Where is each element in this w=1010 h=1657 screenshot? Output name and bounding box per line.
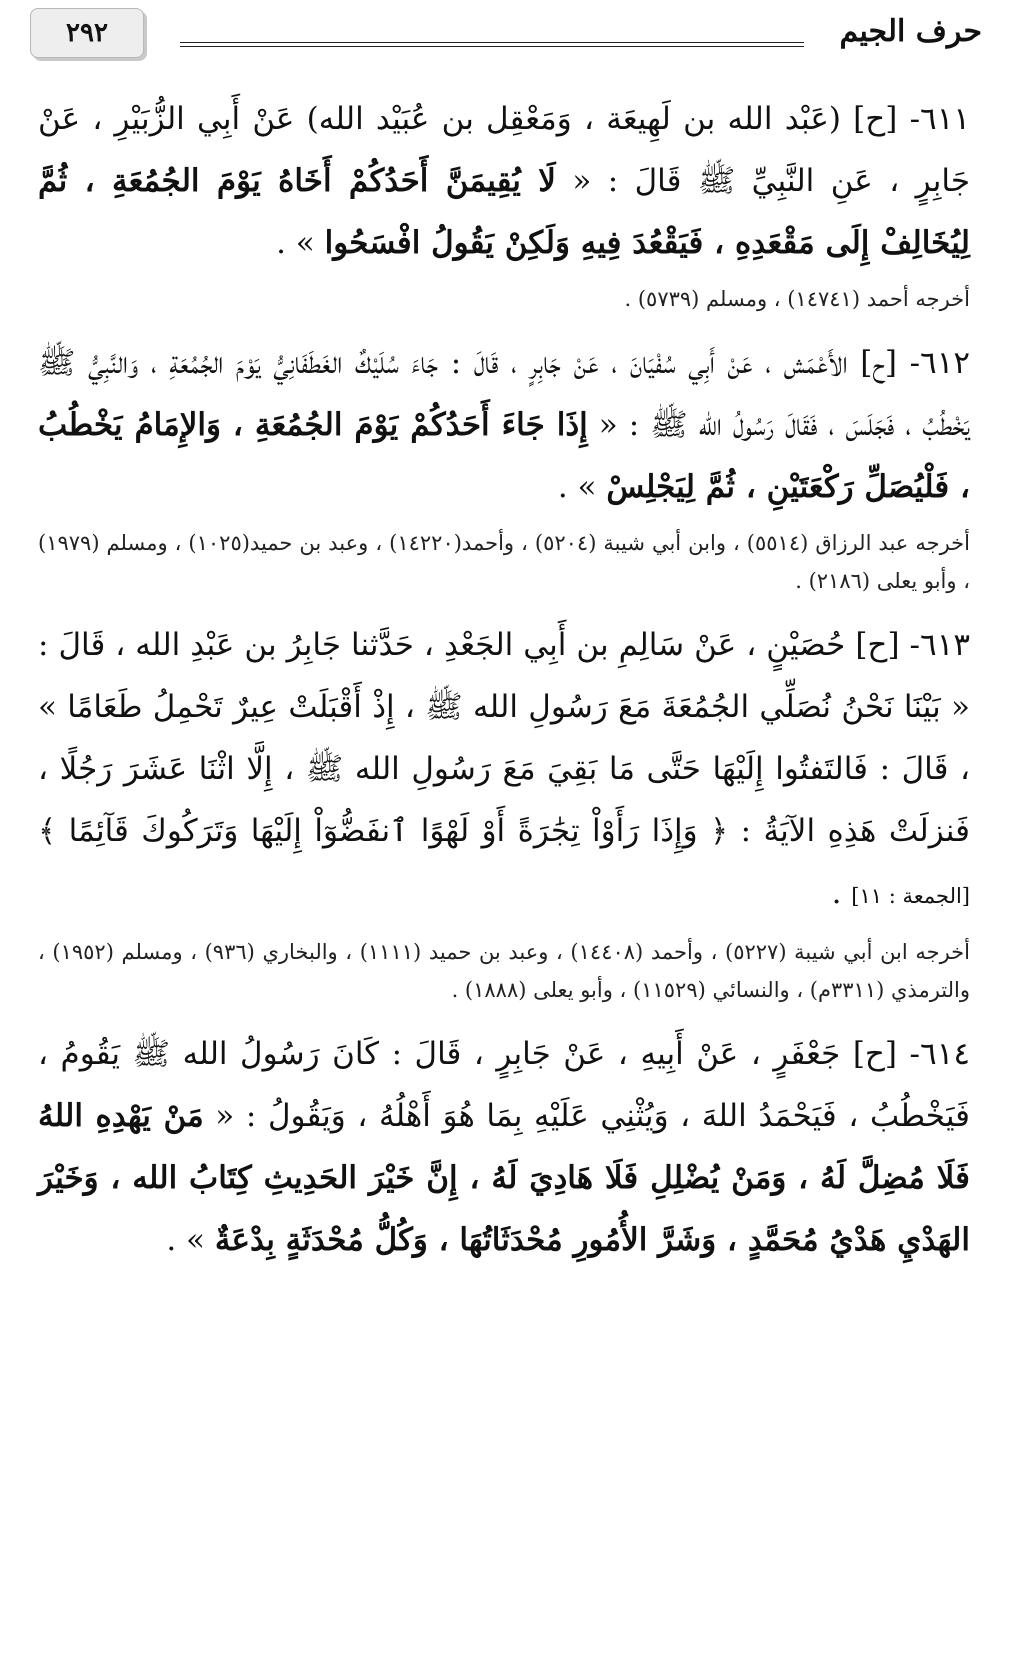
hadith-612	[38, 332, 970, 518]
header-rule	[180, 42, 804, 47]
hadith-tail: » .	[166, 1222, 215, 1258]
page-header	[30, 8, 982, 60]
page-content	[38, 88, 970, 1271]
hadith-end: .	[831, 875, 852, 911]
hadith-lead: ٦١٢- [ح] الأَعْمَش ، عَنْ أَبِي سُفْيَانَ ، عَنْ جَابِرٍ ، قَالَ : جَاءَ سُلَيْكٌ الغَطَفَانِيُّ يَوْمَ الجُمُعَةِ ، وَالنَّبِيُّ ﷺ يَخْطُبُ ، فَجَلَسَ ، فَقَالَ رَسُولُ الله ﷺ : «	[38, 345, 970, 443]
quran-reference: [الجمعة : ١١]	[851, 884, 970, 908]
takhrij-613: أخرجه ابن أبي شيبة (٥٢٢٧) ، وأحمد (١٤٤٠٨) ، وعبد بن حميد (١١١١) ، والبخاري (٩٣٦) ، ومسلم (١٩٥٢) ، والترمذي (٣٣١١م) ، والنسائي (١١٥٢٩) ، وأبو يعلى (١٨٨٨) .	[38, 940, 970, 1002]
hadith-tail: ﴾	[38, 813, 69, 849]
hadith-matn: إِذَا جَاءَ أَحَدُكُمْ يَوْمَ الجُمُعَةِ ، وَالإِمَامُ يَخْطُبُ ، فَلْيُصَلِّ رَكْعَتَيْنِ ، ثُمَّ لِيَجْلِسْ	[38, 407, 970, 505]
page-number: ٢٩٢	[30, 8, 144, 58]
hadith-matn: مَنْ يَهْدِهِ اللهُ فَلَا مُضِلَّ لَهُ ، وَمَنْ يُضْلِلِ فَلَا هَادِيَ لَهُ ، إِنَّ خَيْرَ الحَدِيثِ كِتَابُ الله ، وَخَيْرَ الهَدْيِ هَدْيُ مُحَمَّدٍ ، وَشَرَّ الأُمُورِ مُحْدَثَاتُهَا ، وَكُلُّ مُحْدَثَةٍ بِدْعَةٌ	[38, 1098, 970, 1258]
hadith-614	[38, 1023, 970, 1271]
takhrij-612: أخرجه عبد الرزاق (٥٥١٤) ، وابن أبي شيبة (٥٢٠٤) ، وأحمد(١٤٢٢٠) ، وعبد بن حميد(١٠٢٥) ، ومسلم (١٩٧٩) ، وأبو يعلى (٢١٨٦) .	[38, 531, 970, 593]
hadith-611	[38, 88, 970, 274]
hadith-lead: ٦١٤- [ح] جَعْفَرٍ ، عَنْ أَبِيهِ ، عَنْ جَابِرٍ ، قَالَ : كَانَ رَسُولُ الله ﷺ يَقُومُ ، فَيَخْطُبُ ، فَيَحْمَدُ اللهَ ، وَيُثْنِي عَلَيْهِ بِمَا هُوَ أَهْلُهُ ، وَيَقُولُ : «	[38, 1036, 970, 1134]
hadith-lead: ٦١١- [ح] (عَبْد الله بن لَهِيعَة ، وَمَعْقِل بن عُبَيْد الله) عَنْ أَبِي الزُّبَيْرِ ، عَنْ جَابِرٍ ، عَنِ النَّبِيِّ ﷺ قَالَ : «	[38, 101, 970, 199]
hadith-lead: ٦١٣- [ح] حُصَيْنٍ ، عَنْ سَالِمِ بن أَبِي الجَعْدِ ، حَدَّثنا جَابِرُ بن عَبْدِ الله ، قَالَ : « بَيْنَا نَحْنُ نُصَلِّي الجُمُعَةَ مَعَ رَسُولِ الله ﷺ ، إِذْ أَقْبَلَتْ عِيرٌ تَحْمِلُ طَعَامًا » ، قَالَ : فَالتَفتُوا إِلَيْهَا حَتَّى مَا بَقِيَ مَعَ رَسُولِ الله ﷺ ، إِلَّا اثْنَا عَشَرَ رَجُلًا ، فَنزلَتْ هَذِهِ الآيَةُ : ﴿	[38, 627, 970, 849]
hadith-tail: » .	[276, 225, 325, 261]
takhrij-611: أخرجه أحمد (١٤٧٤١) ، ومسلم (٥٧٣٩) .	[624, 287, 970, 311]
quran-verse: وَإِذَا رَأَوْاْ تِجَٰرَةً أَوْ لَهْوًا ٱنفَضُّوٓاْ إِلَيْهَا وَتَرَكُوكَ قَآئِمًا	[68, 813, 698, 849]
hadith-tail: » .	[557, 469, 607, 505]
hadith-matn: لَا يُقِيمَنَّ أَحَدُكُمْ أَخَاهُ يَوْمَ الجُمُعَةِ ، ثُمَّ لِيُخَالِفْ إِلَى مَقْعَدِهِ ، فَيَقْعُدَ فِيهِ وَلَكِنْ يَقُولُ افْسَحُوا	[38, 163, 970, 261]
chapter-title: حرف الجيم	[839, 14, 982, 49]
hadith-613	[38, 614, 970, 927]
